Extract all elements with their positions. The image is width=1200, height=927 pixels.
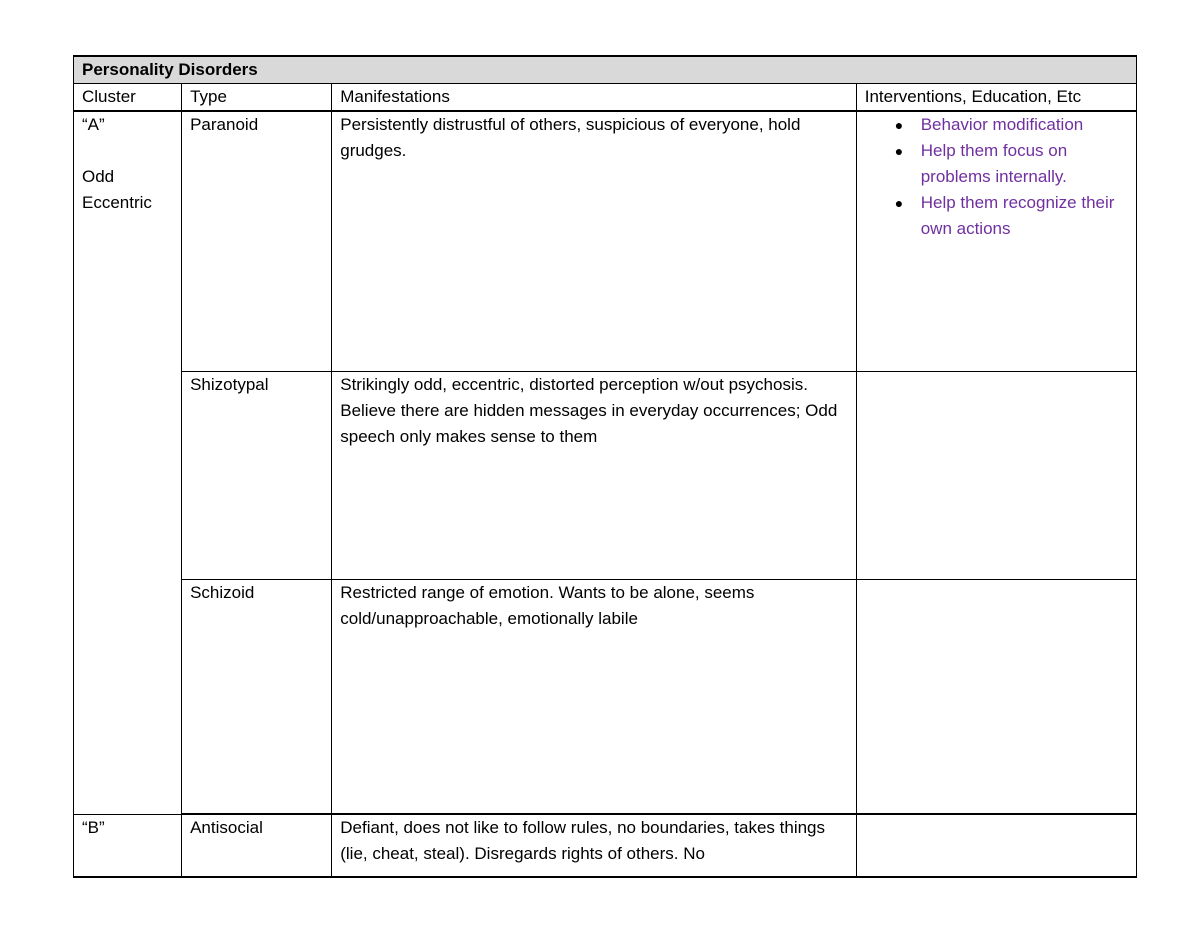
header-interventions: Interventions, Education, Etc bbox=[856, 84, 1136, 112]
bullet-icon: ● bbox=[894, 143, 904, 159]
interventions-cell-empty bbox=[856, 372, 1136, 580]
table-row bbox=[74, 814, 1137, 877]
table-row bbox=[74, 372, 1137, 580]
intervention-item bbox=[895, 190, 1128, 242]
table-row bbox=[74, 111, 1137, 372]
type-cell: Paranoid bbox=[182, 111, 332, 372]
header-manifestations: Manifestations bbox=[332, 84, 856, 112]
intervention-item bbox=[895, 112, 1128, 138]
type-cell: Antisocial bbox=[182, 814, 332, 877]
intervention-item bbox=[895, 138, 1128, 190]
interventions-cell-empty bbox=[856, 814, 1136, 877]
bullet-icon: ● bbox=[894, 195, 904, 211]
intervention-text: Behavior modification bbox=[920, 115, 1084, 134]
intervention-text: Help them recognize their own actions bbox=[920, 193, 1115, 238]
type-cell: Shizotypal bbox=[182, 372, 332, 580]
personality-disorders-table bbox=[73, 55, 1137, 878]
header-cluster: Cluster bbox=[74, 84, 182, 112]
table-row bbox=[74, 580, 1137, 815]
cluster-a-descriptor-odd: Odd bbox=[82, 167, 115, 186]
intervention-text: Help them focus on problems internally. bbox=[920, 141, 1068, 186]
manifestations-cell: Restricted range of emotion. Wants to be alone, seems cold/unapproachable, emotionally labile bbox=[332, 580, 856, 815]
table-title-row bbox=[74, 56, 1137, 84]
manifestations-cell: Strikingly odd, eccentric, distorted perception w/out psychosis. Believe there are hidden messages in everyday occurrences; Odd speech only makes sense to them bbox=[332, 372, 856, 580]
manifestations-cell: Persistently distrustful of others, suspicious of everyone, hold grudges. bbox=[332, 111, 856, 372]
table-title: Personality Disorders bbox=[74, 56, 1137, 84]
header-type: Type bbox=[182, 84, 332, 112]
bullet-icon: ● bbox=[894, 117, 904, 133]
cluster-a-descriptor-eccentric: Eccentric bbox=[82, 193, 152, 212]
interventions-cell-empty bbox=[856, 580, 1136, 815]
type-cell: Schizoid bbox=[182, 580, 332, 815]
interventions-list bbox=[865, 112, 1128, 242]
cluster-b-label: “B” bbox=[74, 814, 182, 877]
table-header-row bbox=[74, 84, 1137, 112]
cluster-a-cell bbox=[74, 111, 182, 814]
interventions-cell bbox=[856, 111, 1136, 372]
manifestations-cell: Defiant, does not like to follow rules, no boundaries, takes things (lie, cheat, steal). Disregards rights of others. No bbox=[332, 814, 856, 877]
cluster-a-label: “A” bbox=[82, 115, 105, 134]
